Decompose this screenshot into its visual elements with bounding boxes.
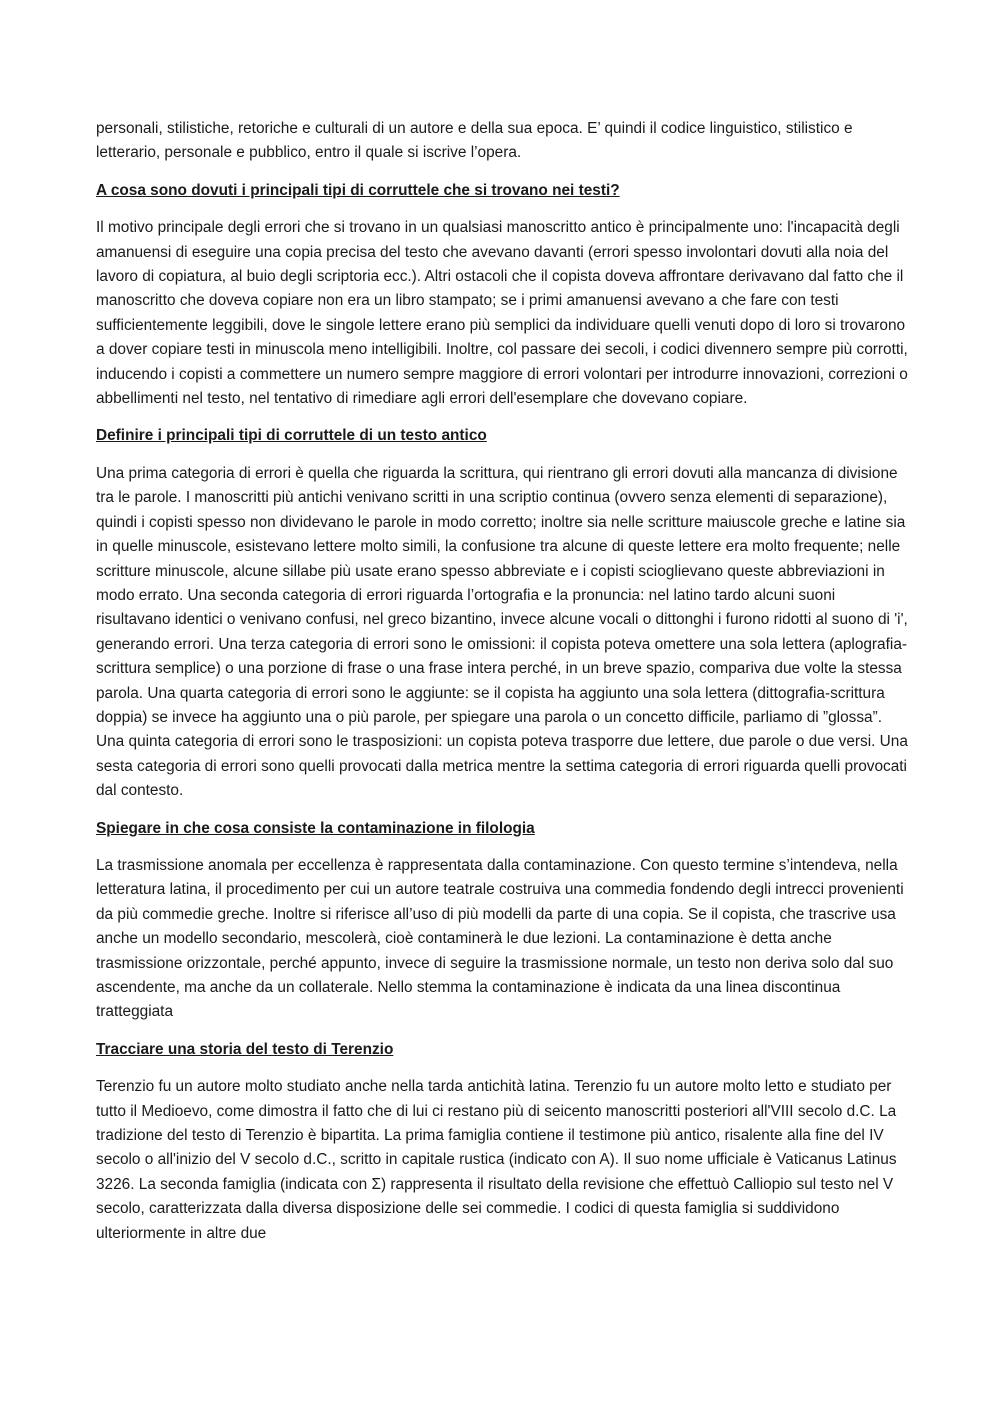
- section-heading: Spiegare in che cosa consiste la contaminazione in filologia: [96, 819, 535, 837]
- paragraph: Terenzio fu un autore molto studiato anche nella tarda antichità latina. Terenzio fu un autore molto letto e studiato per tutto il Medioevo, come dimostra il fatto che di lui ci restano più di seicento manoscritti posteriori all'VIII secolo d.C. La tradizione del testo di Terenzio è bipartita. La prima famiglia contiene il testimone più antico, risalente alla fine del IV secolo o all'inizio del V secolo d.C., scritto in capitale rustica (indicato con A). Il suo nome ufficiale è Vaticanus Latinus 3226. La seconda famiglia (indicata con Σ) rappresenta il risultato della revisione che effettuò Calliopio sul testo nel V secolo, caratterizzata dalla diversa disposizione delle sei commedie. I codici di questa famiglia si suddividono ulteriormente in altre due: [96, 1078, 897, 1242]
- document-page: [96, 117, 908, 1259]
- page-header-mark: [490, 0, 510, 3]
- paragraph: Una prima categoria di errori è quella che riguarda la scrittura, qui rientrano gli errori dovuti alla mancanza di divisione tra le parole. I manoscritti più antichi venivano scritti in una scriptio continua (ovvero senza elementi di separazione), quindi i copisti spesso non dividevano le parole in modo corretto; inoltre sia nelle scritture maiuscole greche e latine sia in quelle minuscole, esistevano lettere molto simili, la confusione tra alcune di queste lettere era molto frequente; nelle scritture minuscole, alcune sillabe più usate erano spesso abbreviate e i copisti scioglievano queste abbreviazioni in modo errato. Una seconda categoria di errori riguarda l’ortografia e la pronuncia: nel latino tardo alcuni suoni risultavano identici o venivano confusi, nel greco bizantino, invece alcune vocali o dittonghi i furono ridotti al suono di 'i', generando errori. Una terza categoria di errori sono le omissioni: il copista poteva omettere una sola lettera (aplografia-scrittura semplice) o una porzione di frase o una frase intera perché, in un breve spazio, compariva due volte la stessa parola. Una quarta categoria di errori sono le aggiunte: se il copista ha aggiunto una sola lettera (dittografia-scrittura doppia) se invece ha aggiunto una o più parole, per spiegare una parola o un concetto difficile, parliamo di ”glossa”. Una quinta categoria di errori sono le trasposizioni: un copista poteva trasporre due lettere, due parole o due versi. Una sesta categoria di errori sono quelli provocati dalla metrica mentre la settima categoria di errori riguarda quelli provocati dal contesto.: [96, 464, 908, 800]
- section-heading: A cosa sono dovuti i principali tipi di corruttele che si trovano nei testi?: [96, 181, 620, 199]
- paragraph: personali, stilistiche, retoriche e culturali di un autore e della sua epoca. E’ quindi il codice linguistico, stilistico e letterario, personale e pubblico, entro il quale si iscrive l’opera.: [96, 120, 853, 162]
- section-heading: Tracciare una storia del testo di Terenzio: [96, 1040, 394, 1058]
- paragraph: Il motivo principale degli errori che si trovano in un qualsiasi manoscritto antico è principalmente uno: l'incapacità degli amanuensi di eseguire una copia precisa del testo che avevano davanti (errori spesso involontari dovuti alla noia del lavoro di copiatura, al buio degli scriptoria ecc.). Altri ostacoli che il copista doveva affrontare derivavano dal fatto che il manoscritto che doveva copiare non era un libro stampato; se i primi amanuensi avevano a che fare con testi sufficientemente leggibili, dove le singole lettere erano più semplici da individuare quelli venuti dopo di loro si trovarono a dover copiare testi in minuscola meno intelligibili. Inoltre, col passare dei secoli, i codici divennero sempre più corrotti, inducendo i copisti a commettere un numero sempre maggiore di errori volontari per introdurre innovazioni, correzioni o abbellimenti nel testo, nel tentativo di rimediare agli errori dell'esemplare che dovevano copiare.: [96, 219, 908, 408]
- section-heading: Definire i principali tipi di corruttele di un testo antico: [96, 427, 487, 445]
- paragraph: La trasmissione anomala per eccellenza è rappresentata dalla contaminazione. Con questo termine s’intendeva, nella letteratura latina, il procedimento per cui un autore teatrale costruiva una commedia fondendo degli intrecci provenienti da più commedie greche. Inoltre si riferisce all’uso di più modelli da parte di una copia. Se il copista, che trascrive usa anche un modello secondario, mescolerà, cioè contaminerà le due lezioni. La contaminazione è detta anche trasmissione orizzontale, perché appunto, invece di seguire la trasmissione normale, un testo non deriva solo dal suo ascendente, ma anche da un collaterale. Nello stemma la contaminazione è indicata da una linea discontinua tratteggiata: [96, 856, 904, 1021]
